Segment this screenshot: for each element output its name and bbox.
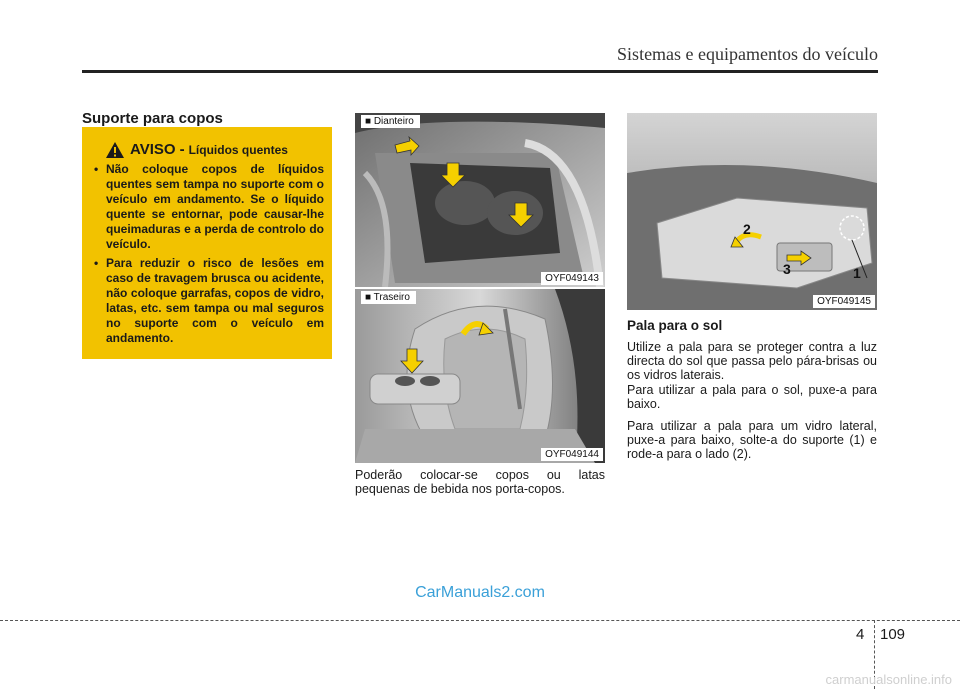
- sun-visor-heading: Pala para o sol: [627, 318, 723, 333]
- photo-tag-front: ■ Dianteiro: [361, 115, 420, 128]
- photo-code: OYF049143: [541, 272, 603, 285]
- photo-code: OYF049144: [541, 448, 603, 461]
- header-rule: [82, 70, 878, 73]
- warning-item: • Não coloque copos de líquidos quentes sem tampa no suporte com o veículo em andamento. Se o líquido quente se entornar, pode causar-lhe queimaduras e a perda de controlo do veículo.: [92, 162, 324, 252]
- callout-3: 3: [783, 261, 791, 277]
- front-cup-holder-photo: [355, 113, 605, 287]
- sun-visor-paragraph: Utilize a pala para se proteger contra a luz directa do sol que passa pelo pára-brisas ou os vidros laterais.: [627, 340, 877, 382]
- sun-visor-paragraph: Para utilizar a pala para um vidro lateral, puxe-a para baixo, solte-a do suporte (1) e rode-a para o lado (2).: [627, 419, 877, 461]
- warning-triangle-icon: [106, 142, 124, 158]
- rear-seat-illustration: [355, 289, 605, 463]
- rear-cup-holder-photo: [355, 289, 605, 463]
- warning-header: [106, 141, 324, 158]
- sun-visor-photo: [627, 113, 877, 310]
- photo-code: OYF049145: [813, 295, 875, 308]
- warning-title: AVISO: [130, 141, 176, 158]
- callout-1: 1: [853, 265, 861, 281]
- warning-box: [82, 127, 332, 359]
- page-number: 109: [880, 626, 906, 643]
- sun-visor-paragraph: Para utilizar a pala para o sol, puxe-a para baixo.: [627, 383, 877, 411]
- bottom-watermark: carmanualsonline.info: [825, 672, 952, 687]
- warning-item: • Para reduzir o risco de lesões em caso de travagem brusca ou acidente, não coloque garrafas, copos de vidro, latas, etc. sem tampa ou mal seguros no suporte com o veículo em andamento.: [92, 256, 324, 346]
- warning-subtitle: Líquidos quentes: [188, 143, 288, 157]
- watermark-link[interactable]: CarManuals2.com: [415, 584, 545, 601]
- footer-divider: [0, 620, 960, 621]
- photo-tag-rear: ■ Traseiro: [361, 291, 416, 304]
- cup-holder-heading: Suporte para copos: [82, 110, 223, 127]
- callout-2: 2: [743, 221, 751, 237]
- warning-list: [92, 162, 324, 346]
- page-section-title: Sistemas e equipamentos do veículo: [617, 44, 878, 64]
- warning-dash: -: [179, 141, 185, 158]
- cup-holder-caption: Poderão colocar-se copos ou latas pequenas de bebida nos porta-copos.: [355, 468, 605, 496]
- front-console-illustration: [355, 113, 605, 287]
- sun-visor-illustration: [627, 113, 877, 310]
- chapter-number: 4: [856, 626, 865, 643]
